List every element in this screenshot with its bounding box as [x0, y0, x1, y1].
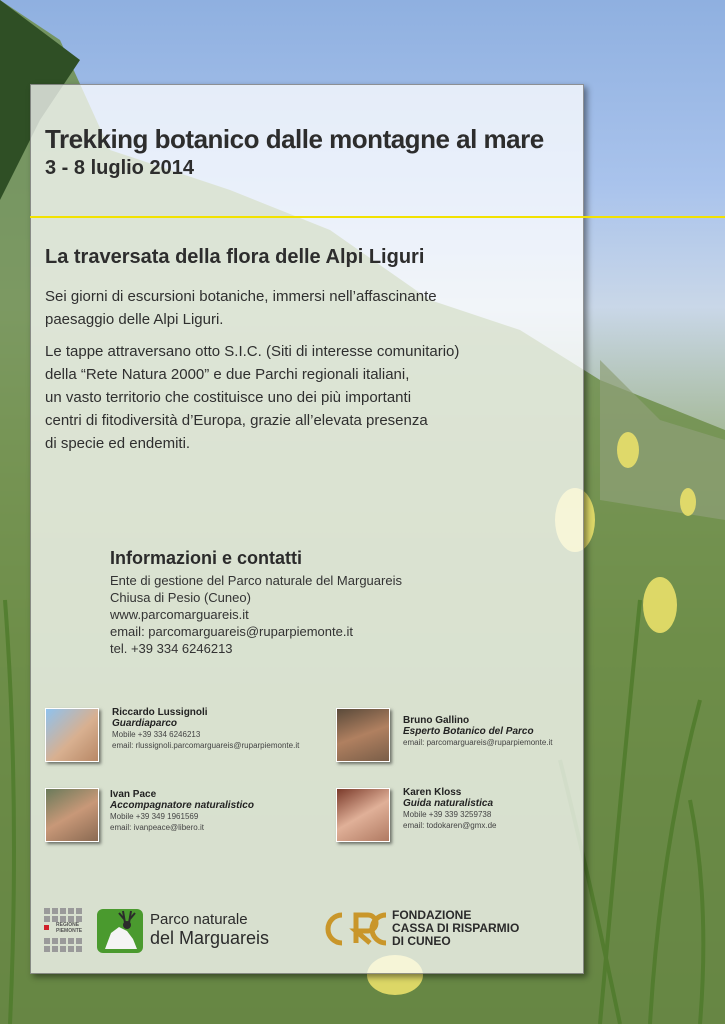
contact-email-link[interactable]: email: parcomarguareis@ruparpiemonte.it: [403, 738, 553, 747]
description-paragraph: [45, 340, 515, 455]
regione-label: [56, 922, 82, 934]
regione-line: PIEMONTE: [56, 928, 83, 934]
parco-line: del Marguareis: [150, 928, 270, 948]
contact-mobile: Mobile +39 334 6246213: [112, 730, 201, 739]
contact-role: Guida naturalistica: [403, 798, 494, 809]
regione-line: REGIONE: [56, 922, 80, 928]
info-location: Chiusa di Pesio (Cuneo): [110, 590, 251, 605]
event-dates: 3 - 8 luglio 2014: [45, 157, 194, 179]
fond-line: DI CUNEO: [392, 934, 451, 948]
intro-line: Sei giorni di escursioni botaniche, immersi nell’affascinante: [45, 288, 437, 305]
accent-divider: [30, 216, 725, 218]
contact-name: Riccardo Lussignoli: [112, 707, 208, 718]
fond-line: FONDAZIONE: [392, 908, 472, 922]
contact-role: Accompagnatore naturalistico: [110, 800, 254, 811]
contact-card: [110, 789, 254, 833]
info-email-link[interactable]: email: parcomarguareis@ruparpiemonte.it: [110, 624, 353, 639]
fond-line: CASSA DI RISPARMIO: [392, 921, 520, 935]
regione-piemonte-logo: [44, 908, 88, 952]
parco-marguareis-logo-text: [150, 911, 269, 949]
avatar: [45, 788, 99, 842]
description-line: della “Rete Natura 2000” e due Parchi regionali italiani,: [45, 366, 410, 383]
contact-name: Ivan Pace: [110, 789, 157, 800]
info-phone: tel. +39 334 6246213: [110, 641, 233, 656]
avatar: [336, 788, 390, 842]
contact-role: Esperto Botanico del Parco: [403, 726, 534, 737]
fondazione-logo-text: [392, 909, 519, 948]
contact-email-link[interactable]: email: todokaren@gmx.de: [403, 821, 497, 830]
contact-card: [403, 715, 553, 748]
contact-role: Guardiaparco: [112, 718, 178, 729]
description-line: centri di fitodiversità d’Europa, grazie all’elevata presenza: [45, 412, 428, 429]
fond-mark-text: CRC: [320, 907, 323, 908]
avatar: [45, 708, 99, 762]
contact-name: Bruno Gallino: [403, 715, 470, 726]
contact-email-link[interactable]: email: ivanpeace@libero.it: [110, 823, 204, 832]
contact-name: Karen Kloss: [403, 787, 462, 798]
contact-card: [403, 787, 497, 831]
parco-line: Parco naturale: [150, 911, 248, 928]
contact-email-link[interactable]: email: rlussignoli.parcomarguareis@ruparpiemonte.it: [112, 741, 300, 750]
fondazione-crc-mark: [320, 907, 390, 951]
parco-marguareis-logo-icon: [97, 905, 143, 955]
info-organization: Ente di gestione del Parco naturale del Marguareis: [110, 573, 402, 588]
info-website-link[interactable]: www.parcomarguareis.it: [110, 607, 249, 622]
description-line: Le tappe attraversano otto S.I.C. (Siti di interesse comunitario): [45, 343, 460, 360]
avatar: [336, 708, 390, 762]
info-heading: Informazioni e contatti: [110, 548, 303, 568]
intro-line: paesaggio delle Alpi Liguri.: [45, 311, 224, 328]
contact-card: [112, 707, 299, 751]
intro-paragraph: [45, 285, 515, 331]
contact-mobile: Mobile +39 349 1961569: [110, 812, 199, 821]
page-title: Trekking botanico dalle montagne al mare: [45, 124, 544, 154]
info-block: [110, 572, 402, 657]
section-subtitle: La traversata della flora delle Alpi Liguri: [45, 246, 425, 268]
description-line: di specie ed endemiti.: [45, 435, 191, 452]
description-line: un vasto territorio che costituisce uno dei più importanti: [45, 389, 412, 406]
contact-mobile: Mobile +39 339 3259738: [403, 810, 492, 819]
